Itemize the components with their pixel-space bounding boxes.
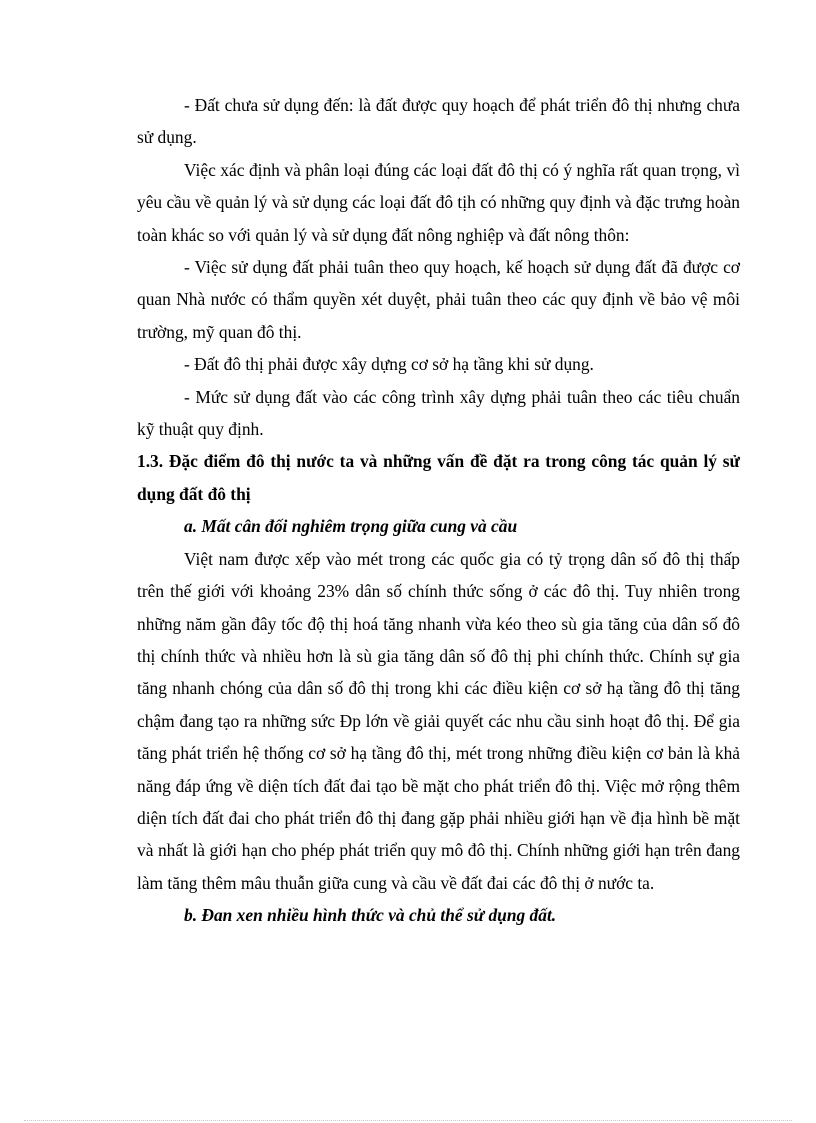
paragraph-infrastructure-rule: - Đất đô thị phải được xây dựng cơ sở hạ tầng khi sử dụng.	[184, 354, 594, 375]
paragraph-unused-land: - Đất chưa sử dụng đến: là đất được quy hoạch để phát triển đô thị nhưng chưa sử dụng.	[137, 95, 740, 148]
subheading-a: a. Mất cân đối nghiêm trọng giữa cung và cầu	[184, 516, 518, 537]
page-bottom-divider	[24, 1120, 792, 1121]
subheading-b: b. Đan xen nhiều hình thức và chủ thể sử dụng đất.	[184, 905, 557, 926]
paragraph-planning-rule: - Việc sử dụng đất phải tuân theo quy hoạch, kế hoạch sử dụng đất đã được cơ quan Nhà nước có thẩm quyền xét duyệt, phải tuân theo các quy định về bảo vệ môi trường, mỹ quan đô thị.	[137, 257, 740, 342]
document-body	[137, 89, 740, 932]
section-heading-1-3: 1.3. Đặc điểm đô thị nước ta và những vấn đề đặt ra trong công tác quản lý sử dụng đất đô thị	[137, 451, 740, 504]
paragraph-classification: Việc xác định và phân loại đúng các loại đất đô thị có ý nghĩa rất quan trọng, vì yêu cầu về quản lý và sử dụng các loại đất đô tịh có những quy định và đặc trưng hoàn toàn khác so với quản lý và sử dụng đất nông nghiệp và đất nông thôn:	[137, 159, 740, 245]
paragraph-standards-rule: - Mức sử dụng đất vào các công trình xây dựng phải tuân theo các tiêu chuẩn kỹ thuật quy định.	[137, 386, 740, 440]
paragraph-supply-demand: Việt nam được xếp vào mét trong các quốc gia có tỷ trọng dân số đô thị thấp trên thế giới với khoảng 23% dân số chính thức sống ở các đô thị. Tuy nhiên trong những năm gần đây tốc độ thị hoá tăng nhanh vừa kéo theo sù gia tăng của dân số đô thị chính thức và nhiều hơn là sù gia tăng dân số đô thị phi chính thức. Chính sự gia tăng nhanh chóng của dân số đô thị trong khi các điều kiện cơ sở hạ tầng đô thị tăng chậm đang tạo ra những sức Ðp lớn về giải quyết các nhu cầu sinh hoạt đô thị. Để gia tăng phát triển hệ thống cơ sở hạ tầng đô thị, mét trong những điều kiện cơ bản là khả năng đáp ứng về diện tích đất đai tạo bề mặt cho phát triển đô thị. Việc mở rộng thêm diện tích đất đai cho phát triển đô thị đang gặp phải nhiều giới hạn về địa hình bề mặt và nhất là giới hạn cho phép phát triển quy mô đô thị. Chính những giới hạn trên đang làm tăng thêm mâu thuẫn giữa cung và cầu về đất đai các đô thị ở nước ta.	[137, 548, 740, 893]
